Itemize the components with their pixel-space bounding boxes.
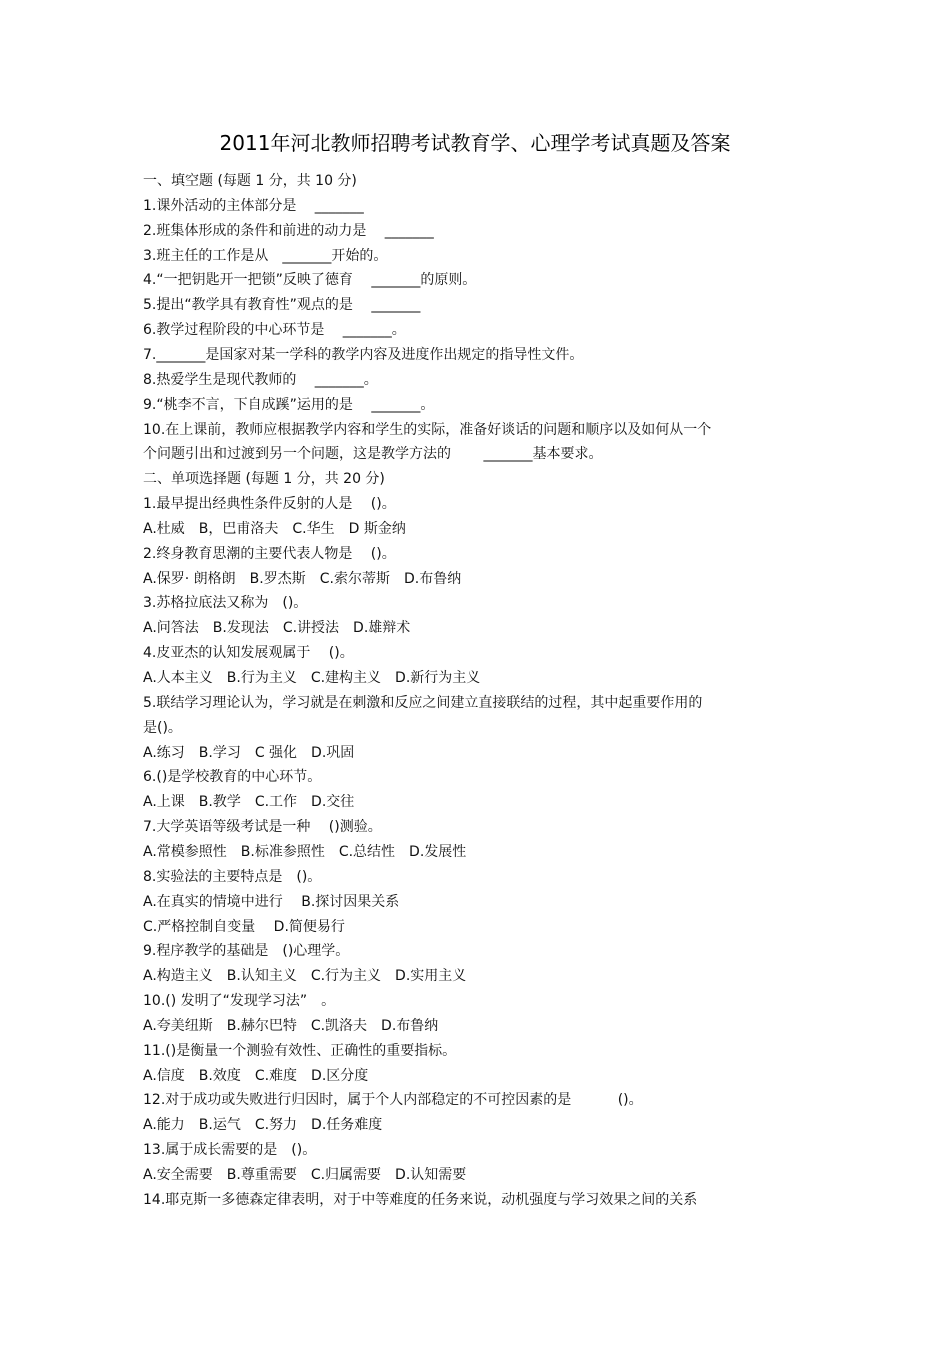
text-line: 9.“桃李不言，下自成蹊”运用的是 _______。 [143, 396, 435, 413]
text-line: 6.()是学校教育的中心环节。 [143, 769, 322, 786]
text-line: A.人本主义 B.行为主义 C.建构主义 D.新行为主义 [143, 670, 481, 686]
text-line: A.上课 B.教学 C.工作 D.交往 [143, 794, 355, 811]
text-line: A.保罗· 朗格朗 B.罗杰斯 C.索尔蒂斯 D.布鲁纳 [143, 570, 462, 587]
text-line: 2.班集体形成的条件和前进的动力是 _______ [143, 222, 434, 239]
text-line: 3.苏格拉底法又称为 ()。 [143, 595, 308, 612]
text-line: 14.耶克斯一多德森定律表明，对于中等难度的任务来说，动机强度与学习效果之间的关系 [143, 1191, 698, 1208]
text-line: A.在真实的情境中进行 B.探讨因果关系 [143, 893, 400, 910]
text-line: 10.() 发明了“发现学习法” 。 [143, 993, 336, 1010]
text-line: A.夸美纽斯 B.赫尔巴特 C.凯洛夫 D.布鲁纳 [143, 1017, 439, 1034]
text-line: 7._______是国家对某一学科的教学内容及进度作出规定的指导性文件。 [143, 346, 584, 363]
text-line: 8.实验法的主要特点是 ()。 [143, 868, 322, 885]
text-line: C.严格控制自变量 D.简便易行 [143, 918, 345, 935]
text-line: 1.最早提出经典性条件反射的人是 ()。 [143, 496, 396, 513]
text-line: 7.大学英语等级考试是一种 ()测验。 [143, 819, 382, 836]
text-line: A.问答法 B.发现法 C.讲授法 D.雄辩术 [143, 620, 411, 637]
text-line: A.杜威 B，巴甫洛夫 C.华生 D 斯金纳 [143, 520, 406, 537]
text-line: 一、填空题 (每题 1 分，共 10 分) [143, 173, 357, 189]
text-line: 5.提出“教学具有教育性”观点的是 _______ [143, 297, 421, 314]
text-line: A.能力 B.运气 C.努力 D.任务难度 [143, 1117, 383, 1134]
text-line: 1.课外活动的主体部分是 _______ [143, 197, 364, 214]
text-line: 是()。 [143, 719, 182, 736]
text-line: 6.教学过程阶段的中心环节是 _______。 [143, 322, 406, 339]
text-line: 4.皮亚杰的认知发展观属于 ()。 [143, 645, 354, 662]
text-line: A.信度 B.效度 C.难度 D.区分度 [143, 1067, 369, 1084]
text-line: 12.对于成功或失败进行归因时，属于个人内部稳定的不可控因素的是 ()。 [143, 1092, 643, 1109]
text-line: A.构造主义 B.认知主义 C.行为主义 D.实用主义 [143, 968, 467, 985]
text-line: 3.班主任的工作是从 _______开始的。 [143, 247, 388, 264]
text-line: 8.热爱学生是现代教师的 _______。 [143, 371, 378, 388]
text-line: 13.属于成长需要的是 ()。 [143, 1142, 317, 1159]
text-line: A.常模参照性 B.标准参照性 C.总结性 D.发展性 [143, 843, 467, 860]
text-line: 10.在上课前，教师应根据教学内容和学生的实际，准备好谈话的问题和顺序以及如何从一个 [143, 421, 712, 438]
document-title: 2011年河北教师招聘考试教育学、心理学考试真题及答案 [219, 131, 731, 155]
text-line: 5.联结学习理论认为，学习就是在刺激和反应之间建立直接联结的过程，其中起重要作用的 [143, 694, 703, 711]
text-line: 9.程序教学的基础是 ()心理学。 [143, 943, 350, 960]
text-line: A.练习 B.学习 C 强化 D.巩固 [143, 744, 355, 761]
text-line: 4.“一把钥匙开一把锁”反映了德育 _______的原则。 [143, 272, 477, 289]
text-line: 二、单项选择题 (每题 1 分，共 20 分) [143, 471, 385, 488]
text-line: 11.()是衡量一个测验有效性、正确性的重要指标。 [143, 1042, 457, 1059]
text-line: 2.终身教育思潮的主要代表人物是 ()。 [143, 545, 396, 562]
text-line: 个问题引出和过渡到另一个问题，这是教学方法的 _______基本要求。 [143, 446, 603, 463]
text-line: A.安全需要 B.尊重需要 C.归属需要 D.认知需要 [143, 1167, 467, 1183]
